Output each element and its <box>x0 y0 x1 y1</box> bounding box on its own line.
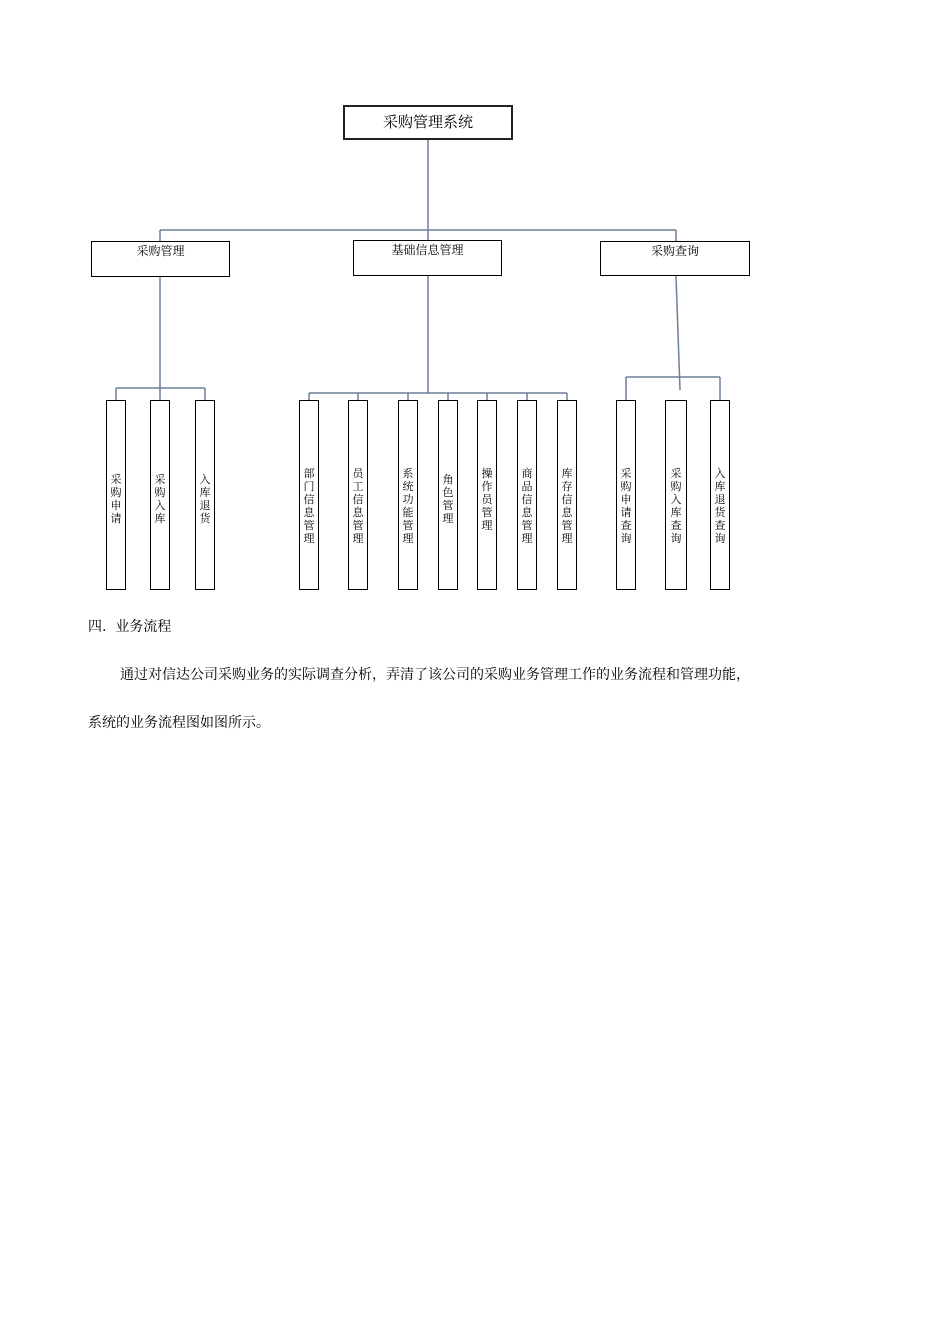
leaf-label: 库存信息管理 <box>561 467 573 545</box>
branch-label: 采购管理 <box>136 244 185 258</box>
leaf-label: 角色管理 <box>442 473 454 525</box>
leaf-node <box>517 400 537 590</box>
leaf-node <box>106 400 126 590</box>
leaf-node <box>616 400 636 590</box>
leaf-label: 采购申请查询 <box>620 467 632 545</box>
leaf-label: 系统功能管理 <box>402 467 414 545</box>
branch-label: 基础信息管理 <box>391 243 464 257</box>
root-label: 采购管理系统 <box>382 113 473 131</box>
leaf-label: 部门信息管理 <box>303 467 315 545</box>
connector-lines <box>0 0 950 610</box>
leaf-node <box>348 400 368 590</box>
branch-label: 采购查询 <box>650 244 699 258</box>
paragraph-line-2: 系统的业务流程图如图所示。 <box>88 715 270 731</box>
leaf-node <box>195 400 215 590</box>
leaf-label: 采购入库 <box>154 473 166 525</box>
leaf-label: 采购申请 <box>110 473 122 525</box>
leaf-node <box>398 400 418 590</box>
root-node <box>343 105 513 140</box>
leaf-node <box>438 400 458 590</box>
leaf-label: 入库退货查询 <box>714 467 726 545</box>
leaf-label: 员工信息管理 <box>352 467 364 545</box>
leaf-label: 采购入库查询 <box>670 467 682 545</box>
leaf-label: 操作员管理 <box>481 467 493 532</box>
leaf-node <box>557 400 577 590</box>
branch-node-purchase-query <box>600 241 750 276</box>
branch-node-purchase-management <box>91 241 230 277</box>
function-structure-diagram <box>0 0 950 610</box>
leaf-node <box>665 400 687 590</box>
branch-node-basic-info-management <box>353 240 502 276</box>
leaf-node <box>150 400 170 590</box>
section-heading: 四. 业务流程 <box>88 619 172 635</box>
leaf-node <box>710 400 730 590</box>
leaf-label: 入库退货 <box>199 473 211 525</box>
paragraph-line-1: 通过对信达公司采购业务的实际调查分析，弄清了该公司的采购业务管理工作的业务流程和管理功能， <box>120 667 750 683</box>
leaf-label: 商品信息管理 <box>521 467 533 545</box>
leaf-node <box>299 400 319 590</box>
leaf-node <box>477 400 497 590</box>
